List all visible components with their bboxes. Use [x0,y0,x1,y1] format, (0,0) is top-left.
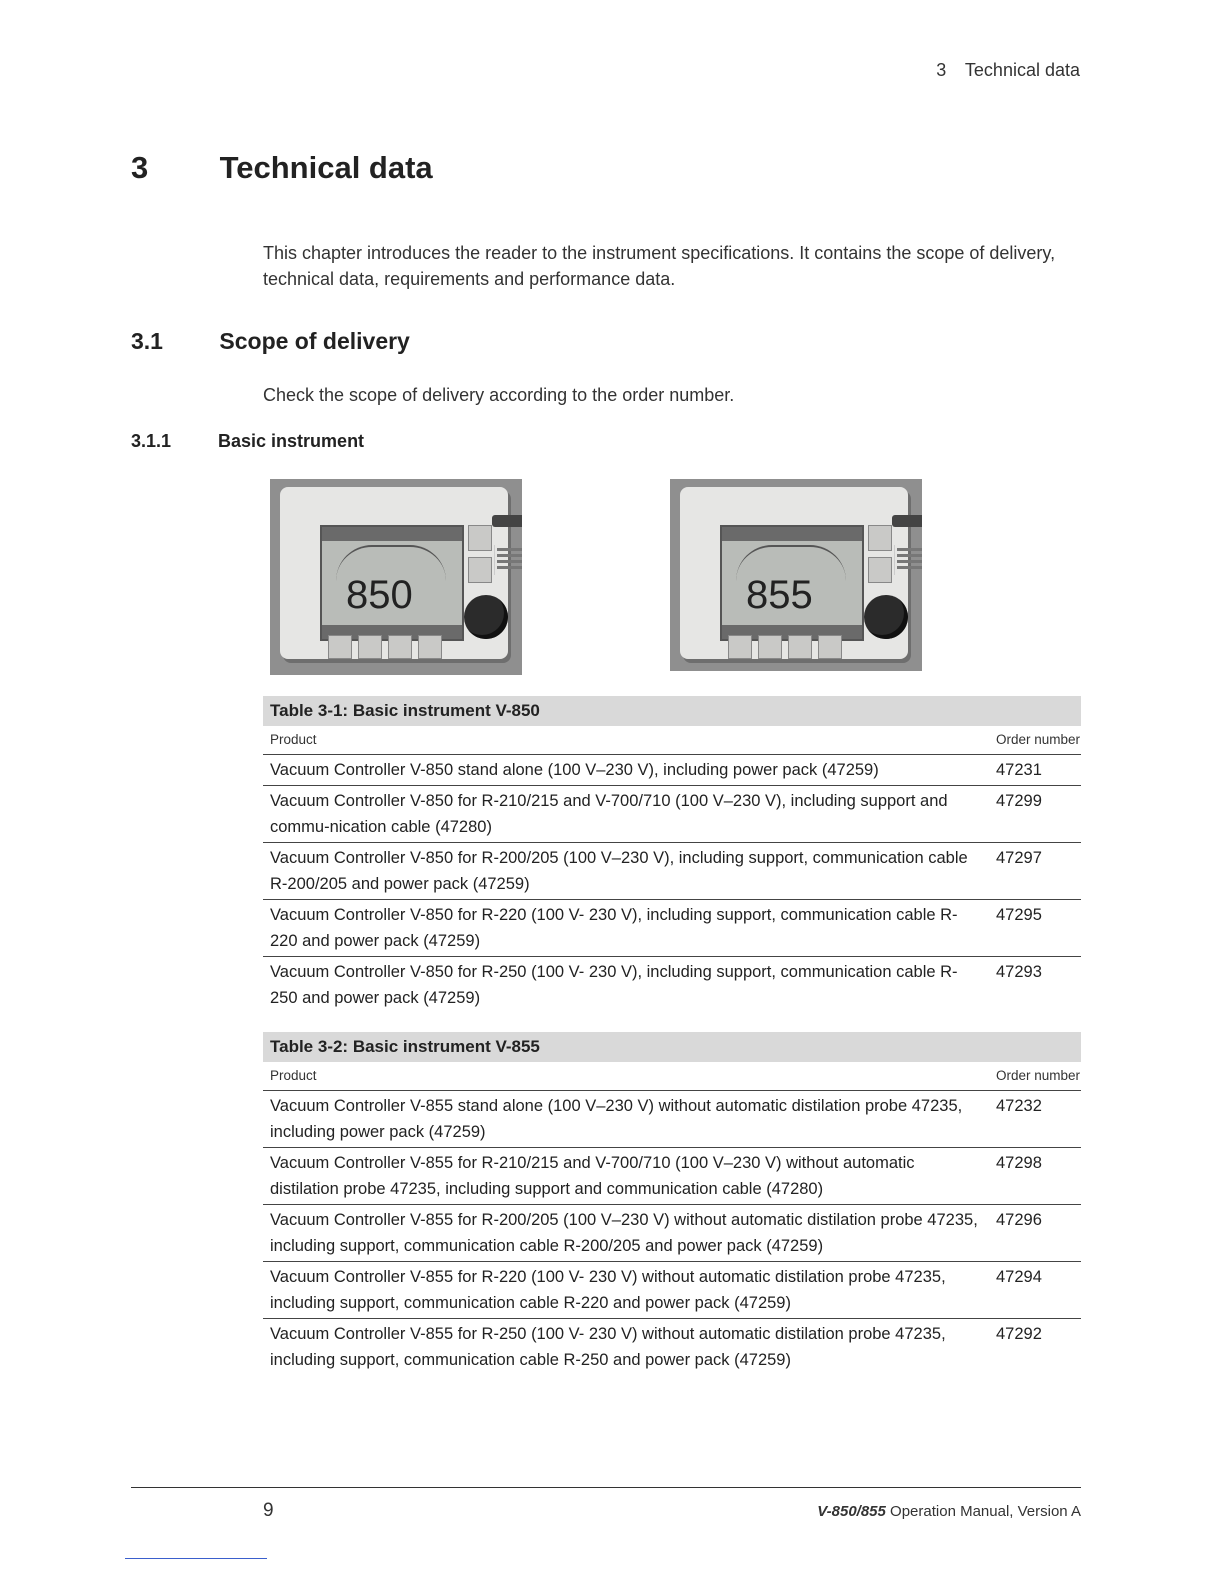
footer-divider [131,1487,1081,1488]
footer-model: V-850/855 [817,1503,886,1520]
screen-value: 850 [346,573,413,617]
chapter-title: Technical data [219,150,433,185]
device-side-button [468,525,492,551]
subsection-number: 3.1.1 [131,431,172,451]
table-caption: Table 3-1: Basic instrument V-850 [263,696,1081,726]
table-v855 [263,1032,1081,1375]
product-cell: Vacuum Controller V-850 for R-200/205 (100 V–230 V), including support, communication cable R-200/205 and power pack (47259) [270,849,968,893]
device-side-button [868,557,892,583]
device-knob [864,595,908,639]
product-cell: Vacuum Controller V-855 for R-200/205 (100 V–230 V) without automatic distilation probe 47235, including support, communication cable R-200/205 and power pack (47259) [270,1211,978,1255]
device-key [388,635,412,659]
section-title: Scope of delivery [219,328,410,354]
device-housing [280,487,508,659]
order-cell: 47295 [996,906,1042,924]
table-row [263,755,1081,786]
device-key [728,635,752,659]
table-row [263,843,1081,900]
subsection-title: Basic instrument [218,431,365,451]
order-cell: 47231 [996,761,1042,779]
device-key [358,635,382,659]
device-key [788,635,812,659]
product-cell: Vacuum Controller V-855 for R-220 (100 V- 230 V) without automatic distilation probe 47235, including support, communication cable R-220 and power pack (47259) [270,1268,946,1312]
table-row [263,1148,1081,1205]
order-cell: 47298 [996,1154,1042,1172]
table-row [263,957,1081,1013]
screen-value: 855 [746,573,813,617]
product-cell: Vacuum Controller V-850 stand alone (100 V–230 V), including power pack (47259) [270,761,879,779]
device-side-button [868,525,892,551]
device-side-button [468,557,492,583]
device-key [818,635,842,659]
device-label [894,545,922,575]
product-cell: Vacuum Controller V-850 for R-250 (100 V- 230 V), including support, communication cable R-250 and power pack (47259) [270,963,958,1007]
order-cell: 47299 [996,792,1042,810]
device-logo [892,515,922,527]
device-screen [720,525,864,641]
table-caption: Table 3-2: Basic instrument V-855 [263,1032,1081,1062]
section-heading [131,328,410,355]
running-header-chapter-title: Technical data [964,60,1080,80]
product-cell: Vacuum Controller V-850 for R-220 (100 V- 230 V), including support, communication cable R-220 and power pack (47259) [270,906,958,950]
device-photo-v855 [670,479,922,671]
device-key [418,635,442,659]
page-number: 9 [263,1500,274,1521]
product-cell: Vacuum Controller V-855 stand alone (100 V–230 V) without automatic distilation probe 47235, including power pack (47259) [270,1097,963,1141]
running-header-chapter-num: 3 [936,60,947,80]
column-header-order: Order number [996,1068,1081,1083]
footer-manual-version: Operation Manual, Version A [890,1503,1081,1520]
chapter-number: 3 [131,150,149,185]
section-paragraph: Check the scope of delivery according to the order number. [263,385,735,405]
order-cell: 47232 [996,1097,1042,1115]
device-label [494,545,522,575]
device-housing [680,487,908,659]
column-header-product: Product [270,732,317,747]
table-row [263,1319,1081,1375]
product-cell: Vacuum Controller V-855 for R-250 (100 V- 230 V) without automatic distilation probe 47235, including support, communication cable R-250 and power pack (47259) [270,1325,946,1369]
device-key [758,635,782,659]
product-cell: Vacuum Controller V-850 for R-210/215 and V-700/710 (100 V–230 V), including support and commu-nication cable (47280) [270,792,948,836]
table-header [263,1062,1081,1091]
order-cell: 47293 [996,963,1042,981]
table-row [263,786,1081,843]
device-screen [320,525,464,641]
table-row [263,1205,1081,1262]
subsection-heading [131,431,364,452]
footnote-divider [125,1558,267,1559]
order-cell: 47296 [996,1211,1042,1229]
table-v850 [263,696,1081,1013]
device-photo-v850 [270,479,522,675]
order-cell: 47297 [996,849,1042,867]
table-header [263,726,1081,755]
table-row [263,1091,1081,1148]
column-header-product: Product [270,1068,317,1083]
order-cell: 47292 [996,1325,1042,1343]
order-cell: 47294 [996,1268,1042,1286]
column-header-order: Order number [996,732,1081,747]
device-knob [464,595,508,639]
chapter-heading [131,150,433,186]
intro-paragraph: This chapter introduces the reader to the instrument specifications. It contains the scope of delivery, technical data, requirements and performance data. [263,243,1056,289]
device-logo [492,515,522,527]
product-cell: Vacuum Controller V-855 for R-210/215 and V-700/710 (100 V–230 V) without automatic distilation probe 47235, including support and communication cable (47280) [270,1154,915,1198]
section-number: 3.1 [131,328,163,354]
running-header [936,60,1080,81]
table-row [263,1262,1081,1319]
table-row [263,900,1081,957]
footer-manual-title [817,1503,1081,1520]
device-key [328,635,352,659]
